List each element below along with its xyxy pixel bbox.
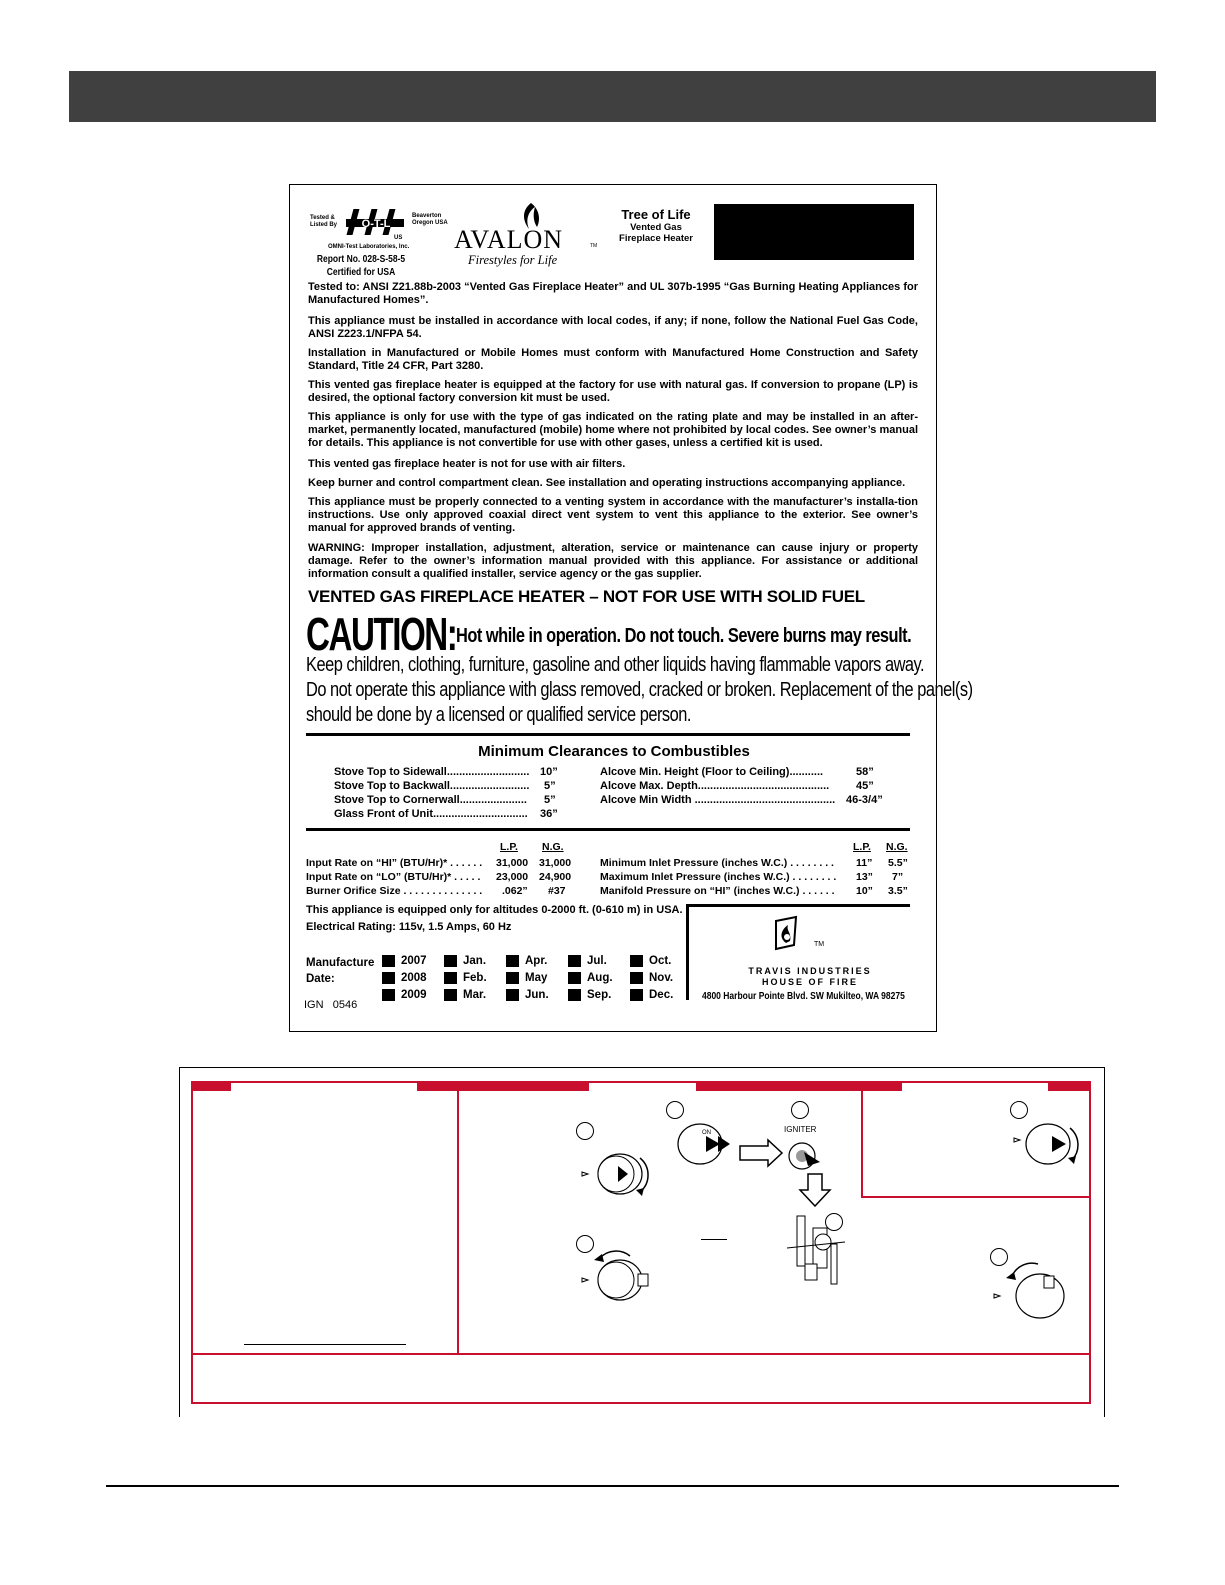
caution-block bbox=[306, 607, 973, 728]
caution-line3: Do not operate this appliance with glass removed, cracked or broken. Replacement of the panel(s) bbox=[306, 679, 973, 701]
para-tested: Tested to: ANSI Z21.88b-2003 “Vented Gas Fireplace Heater” and UL 307b-1995 “Gas Burning Heating Appliances for Manufactured Homes”. bbox=[308, 281, 918, 306]
gas-knob-icon bbox=[992, 1256, 1082, 1322]
red-top-line bbox=[191, 1081, 1091, 1083]
year-option: 2009 bbox=[382, 989, 427, 1001]
clearance-row: Stove Top to Cornerwall...................... 5” bbox=[334, 794, 556, 806]
step-circle bbox=[576, 1122, 594, 1140]
model-line2: Fireplace Heater bbox=[619, 233, 693, 244]
month-option: Jul. bbox=[568, 955, 607, 967]
year-option: 2008 bbox=[382, 972, 427, 984]
rating-row: Input Rate on “LO” (BTU/Hr)* . . . . . 23,000 24,900 bbox=[306, 871, 572, 883]
red-divider-h2 bbox=[861, 1196, 1091, 1198]
model-line1: Vented Gas bbox=[630, 222, 682, 233]
month-option: Aug. bbox=[568, 972, 613, 984]
clearance-row: Stove Top to Backwall.......................... 5” bbox=[334, 780, 556, 792]
month-option: Feb. bbox=[444, 972, 487, 984]
caution-line1: Hot while in operation. Do not touch. Severe burns may result. bbox=[456, 625, 912, 647]
avalon-tm: TM bbox=[590, 243, 598, 249]
ign-code: IGN 0546 bbox=[304, 999, 358, 1011]
month-option: Dec. bbox=[630, 989, 673, 1001]
red-bottom-line bbox=[191, 1402, 1091, 1404]
pilot-assembly-icon bbox=[785, 1208, 865, 1288]
vented-heading: VENTED GAS FIREPLACE HEATER – NOT FOR USE WITH SOLID FUEL bbox=[308, 587, 865, 606]
red-tab bbox=[191, 1081, 231, 1091]
month-option: Jun. bbox=[506, 989, 549, 1001]
month-option: Nov. bbox=[630, 972, 673, 984]
altitude-text: This appliance is equipped only for altitudes 0-2000 ft. (0-610 m) in USA. bbox=[306, 904, 683, 916]
month-option: Sep. bbox=[568, 989, 611, 1001]
arrow-right-icon bbox=[738, 1138, 784, 1168]
underline-rule bbox=[244, 1344, 406, 1345]
ratings-right bbox=[600, 856, 930, 898]
month-option: May bbox=[506, 972, 547, 984]
short-rule bbox=[701, 1239, 727, 1240]
footer-rule bbox=[106, 1485, 1119, 1487]
red-divider-v2 bbox=[861, 1081, 863, 1197]
otl-certification: Tested & Listed By O-T-L Beaverton Oregon USA US OMNI-Test Laboratories, Inc. Report No. 028-S-58-5 Certified for USA bbox=[310, 205, 450, 297]
clearance-row: Glass Front of Unit............................... 36” bbox=[334, 808, 558, 820]
electrical-text: Electrical Rating: 115v, 1.5 Amps, 60 Hz bbox=[306, 921, 512, 933]
para-warning: WARNING: Improper installation, adjustment, alteration, service or maintenance can cause injury or property damage. Refer to the owner’s information manual provided with this appliance. For assistance or additional information consult a qualified installer, service agency or the gas supplier. bbox=[308, 542, 918, 580]
month-option: Jan. bbox=[444, 955, 486, 967]
travis-tm: TM bbox=[814, 941, 825, 948]
gas-knob-icon bbox=[580, 1250, 660, 1306]
red-tab bbox=[417, 1081, 589, 1091]
igniter-label: IGNITER bbox=[784, 1125, 817, 1134]
red-divider-h bbox=[191, 1353, 1091, 1355]
gas-knob-icon bbox=[580, 1146, 660, 1202]
clearance-row: Alcove Max. Depth........................................... 45” bbox=[600, 780, 874, 792]
red-divider-v bbox=[457, 1081, 459, 1353]
lp-header: L.P. bbox=[500, 841, 518, 853]
ratings-left bbox=[306, 856, 586, 898]
rating-label bbox=[289, 184, 973, 1032]
step-circle bbox=[791, 1101, 809, 1119]
caution-heading: CAUTION: bbox=[306, 608, 457, 660]
manufacture-grid bbox=[382, 955, 692, 1007]
clearance-row: Alcove Min Width .............................................. 46-3/4” bbox=[600, 794, 883, 806]
avalon-brand: AVALON bbox=[454, 225, 564, 254]
para-venting: This appliance must be properly connected to a venting system in accordance with the manufacturer’s installa-tion instructions. Use only approved coaxial direct vent system to vent this appliance to the exterior. See owner’s manual for approved brands of venting. bbox=[308, 496, 918, 534]
clearances-title: Minimum Clearances to Combustibles bbox=[478, 743, 750, 760]
para-conversion: This vented gas fireplace heater is equipped at the factory for use with natural gas. If conversion to propane (LP) is desired, the optional factory conversion kit must be used. bbox=[308, 379, 918, 404]
rating-blackout-box bbox=[714, 204, 914, 260]
rating-row: Manifold Pressure on “HI” (inches W.C.) . . . . . . 10” 3.5” bbox=[600, 885, 908, 897]
month-option: Mar. bbox=[444, 989, 486, 1001]
model-name: Tree of Life bbox=[621, 207, 691, 222]
otl-logo-icon bbox=[340, 207, 412, 237]
red-tab bbox=[696, 1081, 902, 1091]
avalon-tagline: Firestyles for Life bbox=[468, 253, 558, 267]
para-clean: Keep burner and control compartment clean. See installation and operating instructions accompanying appliance. bbox=[308, 477, 906, 489]
rating-row: Minimum Inlet Pressure (inches W.C.) . . . . . . . . 11” 5.5” bbox=[600, 857, 908, 869]
rating-row: Maximum Inlet Pressure (inches W.C.) . . . . . . . . 13” 7” bbox=[600, 871, 904, 883]
clearances-left bbox=[334, 765, 574, 821]
step-circle bbox=[1010, 1101, 1028, 1119]
report-number: Report No. 028-S-58-5 bbox=[316, 254, 406, 265]
red-tab bbox=[1048, 1081, 1091, 1091]
para-mobile-homes: Installation in Manufactured or Mobile Homes must conform with Manufactured Home Construction and Safety Standard, Title 24 CFR, Part 3280. bbox=[308, 347, 918, 372]
rating-row: Input Rate on “HI” (BTU/Hr)* . . . . . . 31,000 31,000 bbox=[306, 857, 572, 869]
clearance-row: Stove Top to Sidewall........................... 10” bbox=[334, 766, 558, 778]
arrow-down-icon bbox=[798, 1172, 832, 1208]
para-gas-type: This appliance is only for use with the type of gas indicated on the rating plate and may be installed in an after-market, permanently located, manufactured (mobile) home where not prohibited by local codes. See owner’s manual for details. This appliance is not convertible for use with other gases, unless a certified kit is used. bbox=[308, 411, 918, 449]
month-option: Oct. bbox=[630, 955, 671, 967]
lp-header-right: L.P. bbox=[853, 841, 871, 853]
manufacture-label: Manufacture Date: bbox=[306, 957, 375, 985]
otl-logo-text: O-T-L bbox=[361, 218, 391, 230]
ng-header-right: N.G. bbox=[886, 841, 908, 853]
travis-tagline: HOUSE OF FIRE bbox=[761, 977, 858, 987]
model-block bbox=[601, 207, 711, 244]
gas-knob-icon bbox=[1012, 1120, 1092, 1176]
travis-name: TRAVIS INDUSTRIES bbox=[748, 966, 872, 976]
igniter-button-icon bbox=[786, 1138, 826, 1174]
caution-line2: Keep children, clothing, furniture, gasoline and other liquids having flammable vapors away. bbox=[306, 654, 925, 676]
caution-line4: should be done by a licensed or qualified service person. bbox=[306, 704, 691, 726]
travis-logo-icon bbox=[768, 915, 812, 959]
knob-on-text: ON bbox=[702, 1130, 711, 1136]
clearance-row: Alcove Min. Height (Floor to Ceiling)........... 58” bbox=[600, 766, 874, 778]
divider-1 bbox=[306, 733, 910, 736]
travis-address: 4800 Harbour Pointe Blvd. SW Mukilteo, WA 98275 bbox=[702, 991, 905, 1002]
month-option: Apr. bbox=[506, 955, 547, 967]
clearances-right bbox=[600, 765, 920, 807]
rating-row: Burner Orifice Size . . . . . . . . . . . . . . .062” #37 bbox=[306, 885, 566, 897]
ng-header: N.G. bbox=[542, 841, 564, 853]
para-air-filters: This vented gas fireplace heater is not for use with air filters. bbox=[308, 458, 626, 470]
travis-box-top bbox=[686, 904, 910, 907]
certified-text: Certified for USA bbox=[326, 267, 396, 278]
para-codes: This appliance must be installed in accordance with local codes, if any; if none, follow the National Fuel Gas Code, ANSI Z223.1/NFPA 54. bbox=[308, 315, 918, 340]
lighting-panel bbox=[179, 1067, 1105, 1417]
divider-2 bbox=[306, 828, 910, 831]
year-option: 2007 bbox=[382, 955, 427, 967]
header-bar bbox=[69, 71, 1156, 122]
